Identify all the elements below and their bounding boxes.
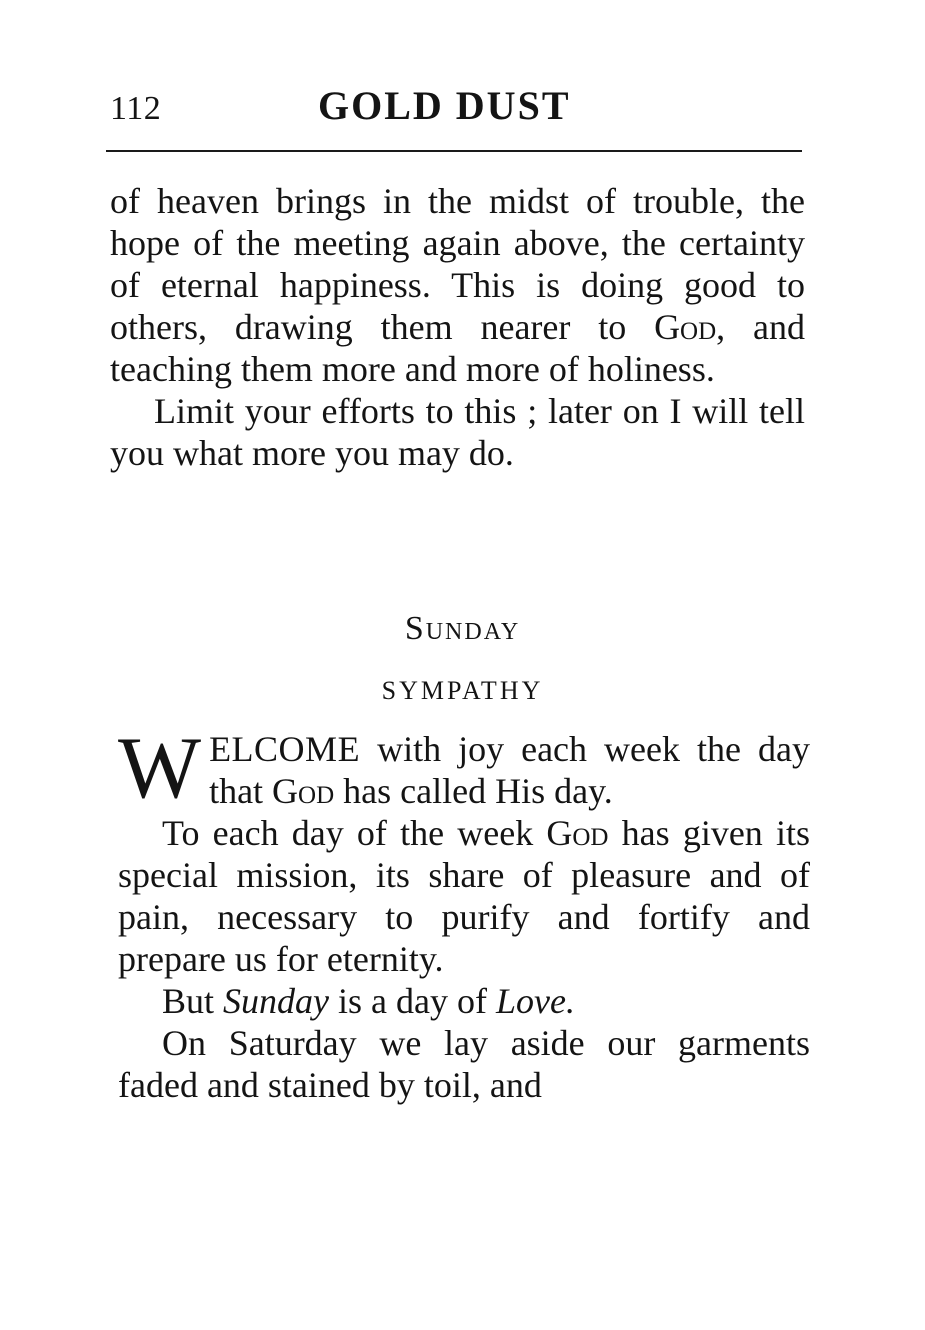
italic-sunday: Sunday [223, 981, 329, 1021]
header-rule [106, 150, 802, 152]
paragraph-sunday [118, 980, 810, 1022]
italic-love: Love. [495, 981, 575, 1021]
paragraph-text: is a day of [329, 981, 496, 1021]
god-smallcaps: God [272, 771, 335, 811]
paragraph-each-day [118, 812, 810, 980]
god-smallcaps: God [654, 307, 717, 347]
paragraph-continued [110, 180, 805, 390]
god-smallcaps: God [546, 813, 609, 853]
paragraph-text: But [162, 981, 224, 1021]
section-body [118, 720, 810, 1106]
paragraph-text: of heaven brings in the midst of trouble, the hope of the meeting again above, the certainty of eternal happiness. This is doing good to others, drawing them nearer to [110, 181, 805, 347]
paragraph-saturday: On Saturday we lay aside our garments faded and stained by toil, and [118, 1023, 810, 1105]
day-heading [0, 610, 925, 648]
continued-text [110, 180, 805, 474]
paragraph-welcome [118, 720, 810, 817]
paragraph-text: with joy each week the day that [209, 729, 810, 811]
page-number: 112 [110, 90, 162, 127]
running-head [110, 82, 800, 130]
opening-caps: ELCOME [209, 729, 361, 769]
book-title: GOLD DUST [318, 83, 571, 128]
paragraph-text: , and teaching them more and more of holiness. [110, 307, 805, 389]
drop-cap: W [118, 720, 202, 817]
paragraph-text: To each day of the week [162, 813, 547, 853]
section-title: SYMPATHY [381, 676, 544, 705]
paragraph-text: has called His day. [334, 771, 613, 811]
day-heading-text: Sunday [404, 610, 521, 647]
paragraph-text: has given its special mission, its share of pleasure and of pain, necessary to purify and fortify and prepare us for eternity. [118, 813, 810, 979]
paragraph-limit: Limit your efforts to this ; later on I will tell you what more you may do. [110, 391, 805, 473]
